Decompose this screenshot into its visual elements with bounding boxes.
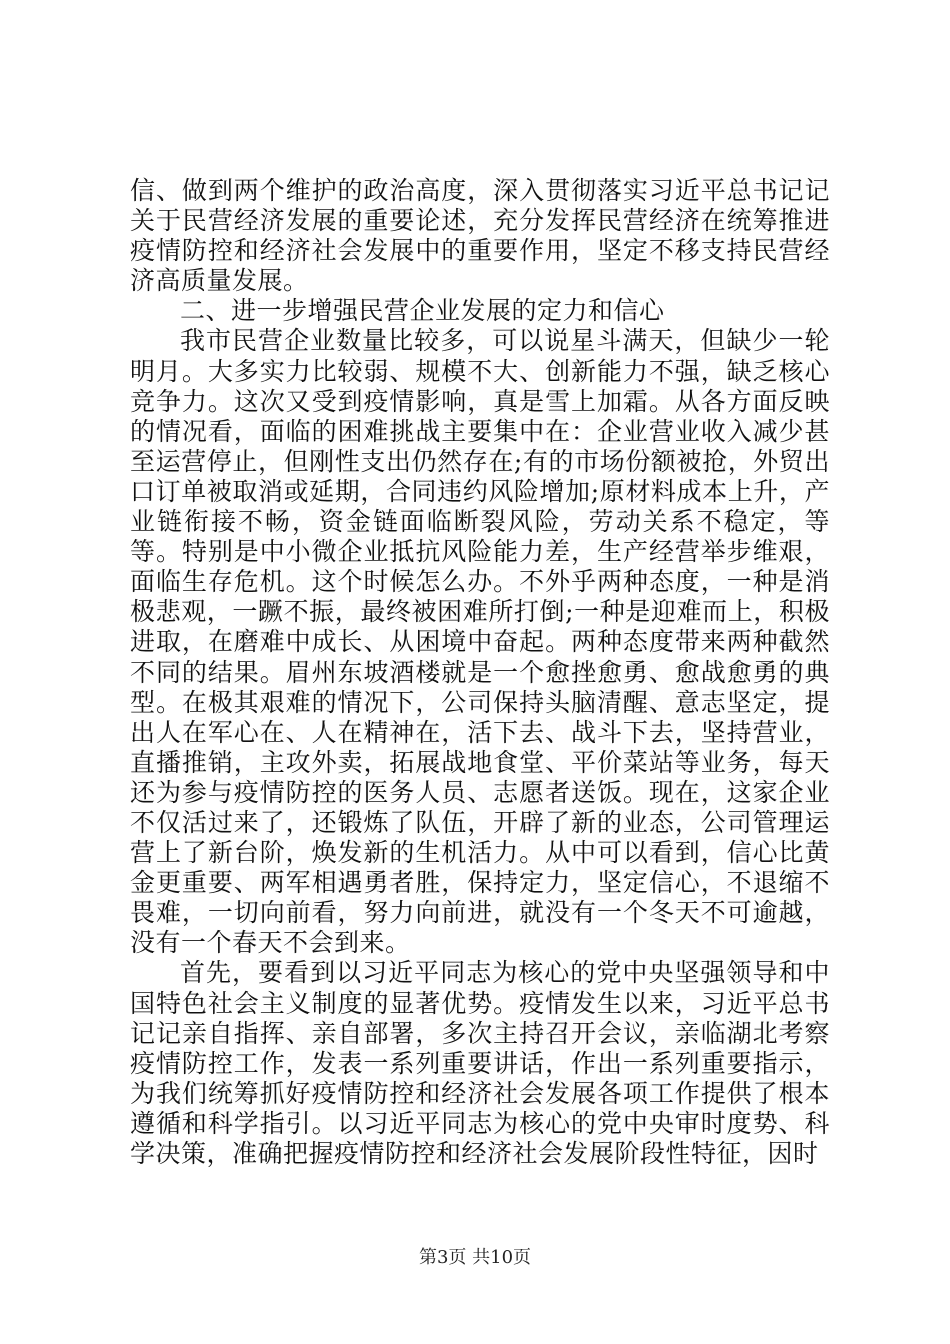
page-number-footer: 第3页 共10页	[418, 1247, 532, 1268]
paragraph-difficulties: 我市民营企业数量比较多，可以说星斗满天，但缺少一轮明月。大多实力比较弱、规模不大、创新能力不强，缺乏核心竞争力。这次又受到疫情影响，真是雪上加霜。从各方面反映的情况看，面临的困难挑战主要集中在：企业营业收入减少甚至运营停止，但刚性支出仍然存在;有的市场份额被抢，外贸出口订单被取消或延期，合同违约风险增加;原材料成本上升，产业链衔接不畅，资金链面临断裂风险，劳动关系不稳定，等等。特别是中小微企业抵抗风险能力差，生产经营举步维艰，面临生存危机。这个时候怎么办。不外乎两种态度，一种是消极悲观，一蹶不振，最终被困难所打倒;一种是迎难而上，积极进取，在磨难中成长、从困境中奋起。两种态度带来两种截然不同的结果。眉州东坡酒楼就是一个愈挫愈勇、愈战愈勇的典型。在极其艰难的情况下，公司保持头脑清醒、意志坚定，提出人在军心在、人在精神在，活下去、战斗下去，坚持营业，直播推销，主攻外卖，拓展战地食堂、平价菜站等业务，每天还为参与疫情防控的医务人员、志愿者送饭。现在，这家企业不仅活过来了，还锻炼了队伍，开辟了新的业态，公司管理运营上了新台阶，焕发新的生机活力。从中可以看到，信心比黄金更重要、两军相遇勇者胜，保持定力，坚定信心，不退缩不畏难，一切向前看，努力向前进，就没有一个冬天不可逾越，没有一个春天不会到来。	[130, 326, 830, 958]
paragraph-continuation: 信、做到两个维护的政治高度，深入贯彻落实习近平总书记记关于民营经济发展的重要论述，充分发挥民营经济在统筹推进疫情防控和经济社会发展中的重要作用，坚定不移支持民营经济高质量发展。	[130, 176, 830, 296]
section-heading: 二、进一步增强民营企业发展的定力和信心	[180, 296, 665, 326]
document-body	[130, 176, 830, 1169]
paragraph-leadership: 首先，要看到以习近平同志为核心的党中央坚强领导和中国特色社会主义制度的显著优势。疫情发生以来，习近平总书记记亲自指挥、亲自部署，多次主持召开会议，亲临湖北考察疫情防控工作，发表一系列重要讲话，作出一系列重要指示，为我们统筹抓好疫情防控和经济社会发展各项工作提供了根本遵循和科学指引。以习近平同志为核心的党中央审时度势、科学决策，准确把握疫情防控和经济社会发展阶段性特征，因时	[130, 958, 830, 1168]
